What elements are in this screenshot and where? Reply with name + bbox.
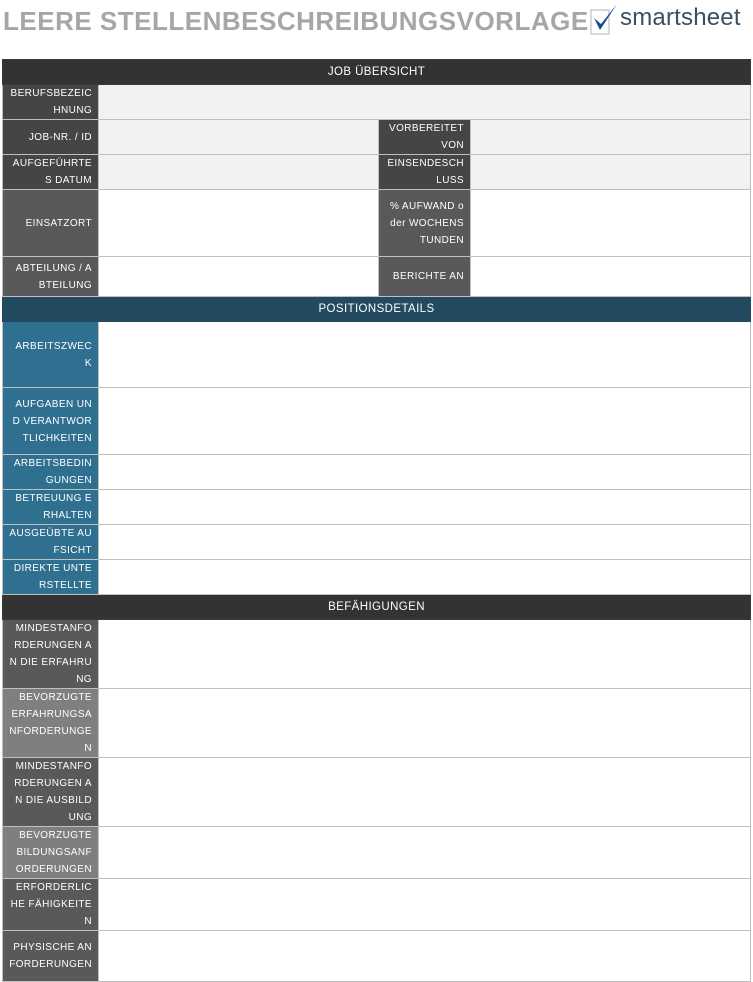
field-label-deadline: EINSENDESCHLUSS (379, 155, 471, 190)
field-label-effort: % AUFWAND oder WOCHENSTUNDEN (379, 190, 471, 257)
supervision-exercised-input[interactable] (99, 525, 751, 560)
deadline-input[interactable] (471, 155, 751, 190)
reports-to-input[interactable] (471, 257, 751, 297)
form-row (3, 879, 751, 931)
form-row (3, 689, 751, 758)
field-label-required-skills: ERFORDERLICHE FÄHIGKEITEN (3, 879, 99, 931)
field-label-purpose: ARBEITSZWECK (3, 322, 99, 388)
preferred-education-input[interactable] (99, 827, 751, 879)
smartsheet-logo (590, 2, 752, 40)
field-label-reports-to: BERICHTE AN (379, 257, 471, 297)
logo-wordmark: smartsheet (620, 4, 741, 31)
form-row (3, 190, 751, 257)
field-label-listed-date: AUFGEFÜHRTES DATUM (3, 155, 99, 190)
form-row (3, 758, 751, 827)
prepared-by-input[interactable] (471, 120, 751, 155)
form-row (3, 620, 751, 689)
min-experience-input[interactable] (99, 620, 751, 689)
form-row (3, 525, 751, 560)
field-label-min-experience: MINDESTANFORDERUNGEN AN DIE ERFAHRUNG (3, 620, 99, 689)
form-row (3, 322, 751, 388)
checkmark-icon (590, 2, 620, 38)
job-id-input[interactable] (99, 120, 379, 155)
field-label-job-id: JOB-NR. / ID (3, 120, 99, 155)
physical-requirements-input[interactable] (99, 931, 751, 982)
listed-date-input[interactable] (99, 155, 379, 190)
field-label-supervision-received: BETREUUNG ERHALTEN (3, 490, 99, 525)
section-title: JOB ÜBERSICHT (3, 60, 751, 85)
form-row (3, 827, 751, 879)
form-row (3, 388, 751, 455)
field-label-conditions: ARBEITSBEDINGUNGEN (3, 455, 99, 490)
form-row (3, 931, 751, 982)
required-skills-input[interactable] (99, 879, 751, 931)
field-label-physical-requirements: PHYSISCHE ANFORDERUNGEN (3, 931, 99, 982)
field-label-min-education: MINDESTANFORDERUNGEN AN DIE AUSBILDUNG (3, 758, 99, 827)
field-label-location: EINSATZORT (3, 190, 99, 257)
purpose-input[interactable] (99, 322, 751, 388)
field-label-duties: AUFGABEN UND VERANTWORTLICHKEITEN (3, 388, 99, 455)
field-label-job-title: BERUFSBEZEICHNUNG (3, 85, 99, 120)
field-label-preferred-experience: BEVORZUGTE ERFAHRUNGSANFORDERUNGEN (3, 689, 99, 758)
preferred-experience-input[interactable] (99, 689, 751, 758)
field-label-supervision-exercised: AUSGEÜBTE AUFSICHT (3, 525, 99, 560)
section-header-qualifications (3, 595, 751, 620)
form-row (3, 85, 751, 120)
effort-input[interactable] (471, 190, 751, 257)
field-label-direct-reports: DIREKTE UNTERSTELLTE (3, 560, 99, 595)
min-education-input[interactable] (99, 758, 751, 827)
field-label-prepared-by: VORBEREITET VON (379, 120, 471, 155)
department-input[interactable] (99, 257, 379, 297)
form-row (3, 560, 751, 595)
form-row (3, 257, 751, 297)
form-row (3, 490, 751, 525)
form-row (3, 455, 751, 490)
form-row (3, 120, 751, 155)
direct-reports-input[interactable] (99, 560, 751, 595)
section-title: BEFÄHIGUNGEN (3, 595, 751, 620)
page-title: LEERE STELLENBESCHREIBUNGSVORLAGE (3, 6, 589, 36)
supervision-received-input[interactable] (99, 490, 751, 525)
section-title: POSITIONSDETAILS (3, 297, 751, 322)
section-header-job-overview (3, 60, 751, 85)
conditions-input[interactable] (99, 455, 751, 490)
job-title-input[interactable] (99, 85, 751, 120)
field-label-department: ABTEILUNG / ABTEILUNG (3, 257, 99, 297)
field-label-preferred-education: BEVORZUGTE BILDUNGSANFORDERUNGEN (3, 827, 99, 879)
section-header-position-details (3, 297, 751, 322)
form-row (3, 155, 751, 190)
location-input[interactable] (99, 190, 379, 257)
job-description-form (2, 59, 751, 982)
duties-input[interactable] (99, 388, 751, 455)
